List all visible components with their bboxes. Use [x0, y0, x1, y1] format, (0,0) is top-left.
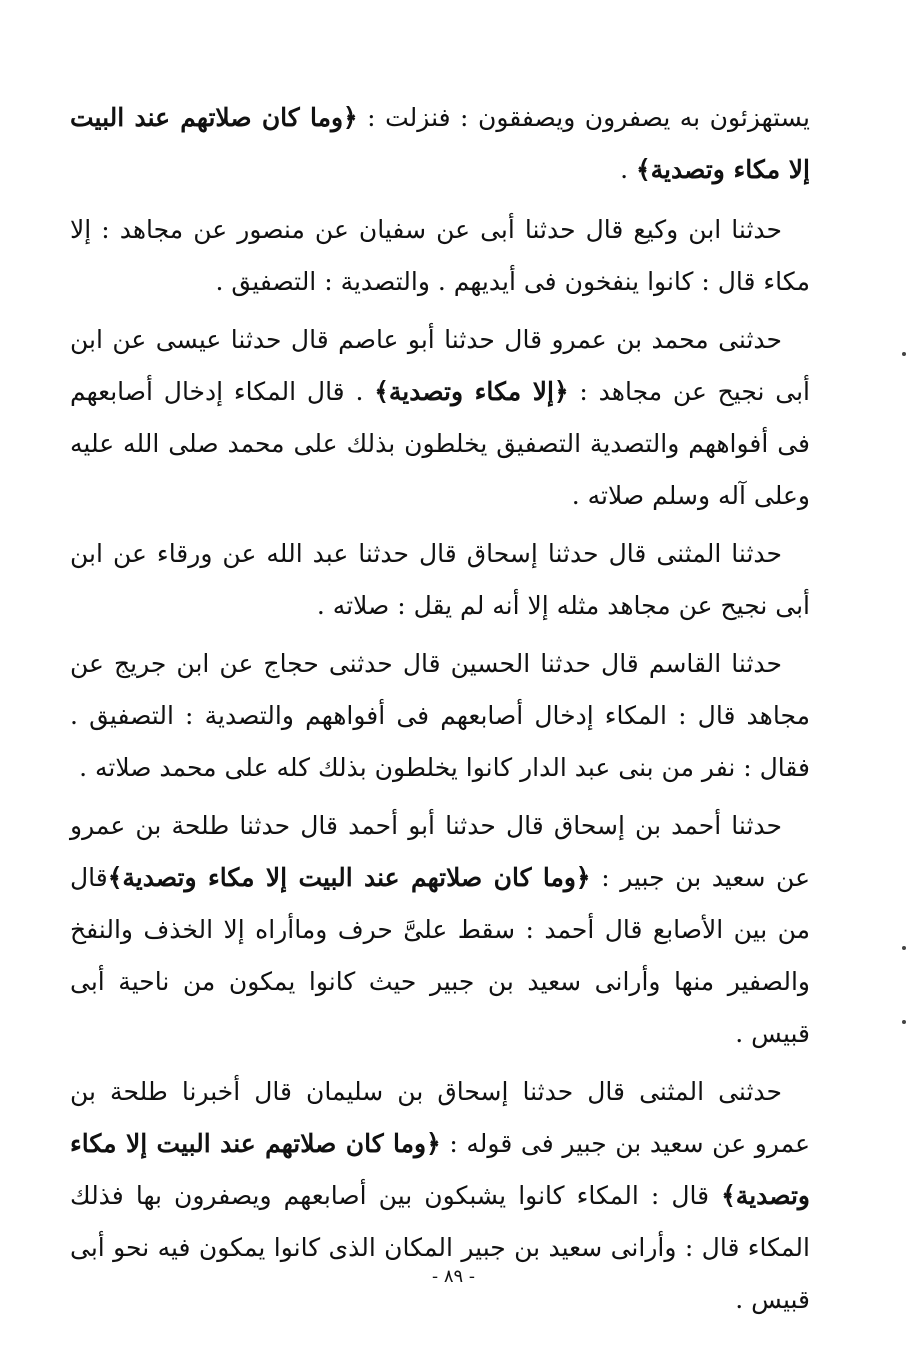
paragraph-7-quran-quote: ﴿وما كان صلاتهم عند البيت إلا مكاء وتصدية﴾	[70, 1129, 810, 1210]
paragraph-7-tail: قال : المكاء كانوا يشبكون بين أصابعهم ويصفرون بها فذلك المكاء قال : وأرانى سعيد بن جبير المكان الذى كانوا يمكون فيه نحو أبى قبيس .	[70, 1181, 810, 1314]
document-body	[70, 92, 810, 1332]
paragraph-5	[70, 638, 810, 794]
scan-mark	[902, 1020, 906, 1024]
scan-mark	[902, 352, 906, 356]
paragraph-3-quran-quote: ﴿إلا مكاء وتصدية﴾	[374, 377, 569, 406]
paragraph-2-text: حدثنا ابن وكيع قال حدثنا أبى عن سفيان عن منصور عن مجاهد : إلا مكاء قال : كانوا ينفخون فى أيديهم . والتصدية : التصفيق .	[70, 215, 810, 296]
scan-mark	[902, 946, 906, 950]
paragraph-4	[70, 528, 810, 632]
paragraph-6-quran-quote: ﴿وما كان صلاتهم عند البيت إلا مكاء وتصدية﴾	[107, 863, 591, 892]
paragraph-2	[70, 204, 810, 308]
paragraph-4-text: حدثنا المثنى قال حدثنا إسحاق قال حدثنا عبد الله عن ورقاء عن ابن أبى نجيح عن مجاهد مثله إلا أنه لم يقل : صلاته .	[70, 539, 810, 620]
paragraph-1-tail: .	[620, 155, 636, 184]
paragraph-1-text: يستهزئون به يصفرون ويصفقون : فنزلت :	[357, 103, 810, 132]
paragraph-7	[70, 1066, 810, 1326]
paragraph-3	[70, 314, 810, 522]
paragraph-6	[70, 800, 810, 1060]
paragraph-7-text: حدثنى المثنى قال حدثنا إسحاق بن سليمان قال أخبرنا طلحة بن عمرو عن سعيد بن جبير فى قوله :	[70, 1077, 810, 1158]
paragraph-3-text: حدثنى محمد بن عمرو قال حدثنا أبو عاصم قال حدثنا عيسى عن ابن أبى نجيح عن مجاهد :	[70, 325, 810, 406]
paragraph-1-quran-quote: ﴿وما كان صلاتهم عند البيت إلا مكاء وتصدية﴾	[70, 103, 810, 184]
paragraph-1	[70, 92, 810, 196]
page-number: - ٨٩ -	[432, 1266, 475, 1287]
paragraph-3-tail: . قال المكاء إدخال أصابعهم فى أفواههم والتصدية التصفيق يخلطون بذلك على محمد صلى الله عليه وعلى آله وسلم صلاته .	[70, 377, 810, 510]
paragraph-6-text: حدثنا أحمد بن إسحاق قال حدثنا أبو أحمد قال حدثنا طلحة بن عمرو عن سعيد بن جبير :	[70, 811, 810, 892]
paragraph-5-text: حدثنا القاسم قال حدثنا الحسين قال حدثنى حجاج عن ابن جريج عن مجاهد قال : المكاء إدخال أصابعهم فى أفواههم والتصدية : التصفيق . فقال : نفر من بنى عبد الدار كانوا يخلطون بذلك كله على محمد صلاته .	[70, 649, 810, 782]
paragraph-6-tail: قال من بين الأصابع قال أحمد : سقط علىَّ حرف وماأراه إلا الخذف والنفخ والصفير منها وأرانى سعيد بن جبير حيث كانوا يمكون من ناحية أبى قبيس .	[70, 863, 810, 1048]
